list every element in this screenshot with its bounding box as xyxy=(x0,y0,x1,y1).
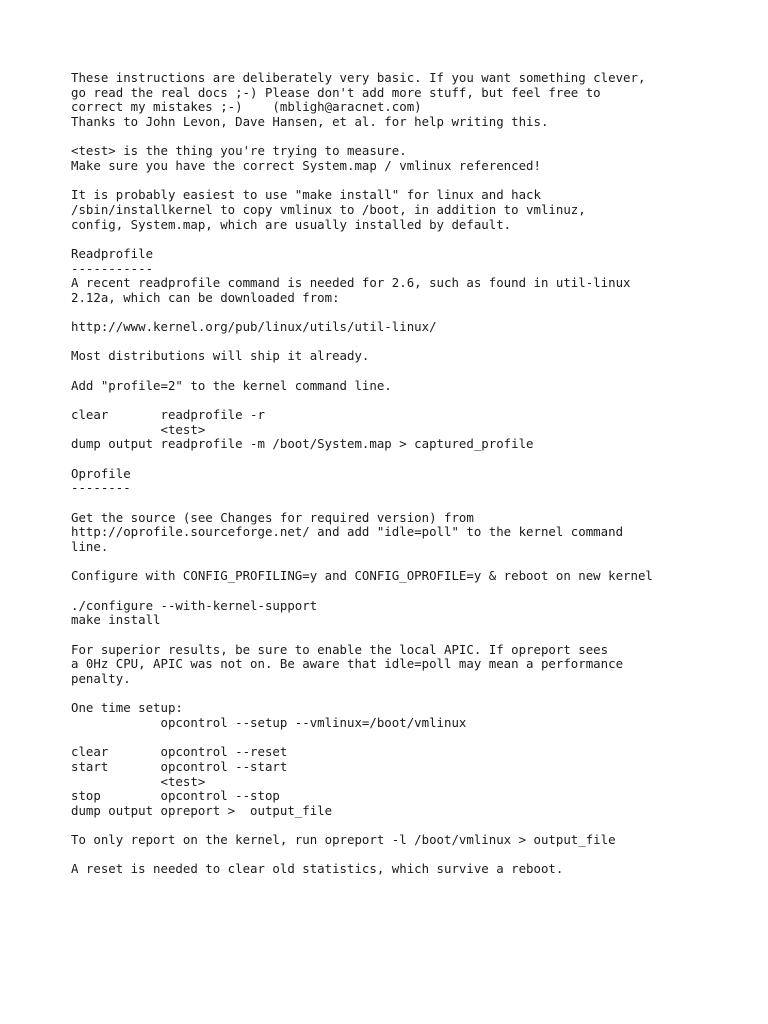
document-page xyxy=(71,71,751,877)
document-text: These instructions are deliberately very basic. If you want something clever, go read the real docs ;-) Please don't add more stuff, but feel free to correct my mistakes ;-) (mbligh@aracnet.com) Thanks to John Levon, Dave Hansen, et al. for help writing this. <test> is the thing you're trying to measure. Make sure you have the correct System.map / vmlinux referenced! It is probably easiest to use "make install" for linux and hack /sbin/installkernel to copy vmlinux to /boot, in addition to vmlinuz, config, System.map, which are usually installed by default. Readprofile ----------- A recent readprofile command is needed for 2.6, such as found in util-linux 2.12a, which can be downloaded from: http://www.kernel.org/pub/linux/utils/util-linux/ Most distributions will ship it already. Add "profile=2" to the kernel command line. clear readprofile -r <test> dump output readprofile -m /boot/System.map > captured_profile Oprofile -------- Get the source (see Changes for required version) from http://oprofile.sourceforge.net/ and add "idle=poll" to the kernel command line. Configure with CONFIG_PROFILING=y and CONFIG_OPROFILE=y & reboot on new kernel ./configure --with-kernel-support make install For superior results, be sure to enable the local APIC. If opreport sees a 0Hz CPU, APIC was not on. Be aware that idle=poll may mean a performance penalty. One time setup: opcontrol --setup --vmlinux=/boot/vmlinux clear opcontrol --reset start opcontrol --start <test> stop opcontrol --stop dump output opreport > output_file To only report on the kernel, run opreport -l /boot/vmlinux > output_file A reset is needed to clear old statistics, which survive a reboot. xyxy=(71,70,653,877)
